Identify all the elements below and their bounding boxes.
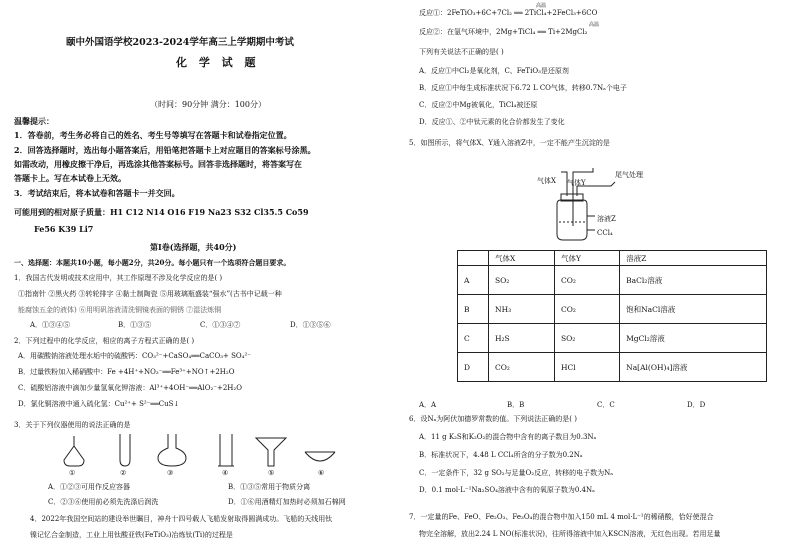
reaction-2-condition: 高温 [589, 22, 600, 28]
q5-option-d: D．D [687, 401, 706, 409]
table-cell: MgCl₂溶液 [620, 324, 767, 353]
atomic-mass-line-2: Fe56 K39 Li7 [34, 224, 94, 234]
table-cell: BaCl₂溶液 [620, 266, 767, 295]
tip-line: 如需改动，用橡皮擦干净后，再选涂其他答案标号。回答非选择题时，将答案写在 [14, 159, 302, 169]
q1-option-d: D．①③⑤⑥ [290, 321, 331, 329]
q6-option-a: A．11 g K₂S和K₂O₂的混合物中含有的离子数目为0.3Nₐ [419, 433, 597, 441]
q2-stem: 2．下列过程中的化学反应，相应的离子方程式正确的是( ) [14, 337, 195, 345]
q1-line: 能腐蚀五金的液体) ⑥用明矾溶液清洗铜镜表面的铜锈 ⑦湿法炼铜 [18, 306, 222, 314]
funnel-icon [256, 438, 286, 466]
figure-label: ② [120, 469, 127, 477]
subject-title: 化 学 试 题 [176, 56, 260, 69]
table-row [458, 266, 767, 295]
solution-z-label: 溶液Z [597, 215, 616, 223]
table-cell: CO₂ [554, 295, 619, 324]
gas-y-label: 气体Y [567, 179, 586, 187]
q7-stem: 7．一定量的Fe、FeO、Fe₂O₃、Fe₃O₄的混合物中加入150 mL 4 mol·L⁻¹的稀硝酸，恰好使混合 [409, 513, 714, 521]
table-header-cell: 气体Y [554, 251, 619, 266]
q2-option-c: C．硫酸铝溶液中滴加少量氢氧化钾溶液：Al³⁺+4OH⁻══AlO₂⁻+2H₂O [18, 384, 242, 392]
lab-instruments-figure [60, 432, 340, 470]
table-cell: CO₂ [489, 353, 555, 382]
tip-line: 答题卡上。写在本试卷上无效。 [14, 173, 126, 183]
q4-line: 镍记忆合金制造，工业上用钛酸亚铁(FeTiO₃)冶炼钛(Ti)的过程是 [30, 531, 233, 539]
right-column [397, 0, 794, 560]
q4-option-c: C．反应②中Mg被氧化，TiCl₄被还原 [419, 101, 538, 109]
q4-ask: 下列有关说法不正确的是( ) [419, 48, 504, 56]
q1-option-a: A．①③④⑤ [30, 321, 71, 329]
volumetric-flask-icon [158, 434, 186, 466]
table-cell: B [458, 295, 489, 324]
q4-stem: 4．2022年我国空间站的建设举世瞩目，神舟十四号载人飞船发射取得圆满成功。飞船的天线用钛 [30, 515, 333, 523]
time-score: （时间：90分钟 满分：100分） [150, 100, 266, 109]
tip-line: 2．回答选择题时，选出每小题答案后，用铅笔把答题卡上对应题目的答案标号涂黑。 [14, 145, 316, 155]
q5-option-c: C．C [597, 401, 615, 409]
q1-option-c: C．①③④⑦ [200, 321, 241, 329]
q4-option-b: B．反应①中每生成标准状况下6.72 L CO气体，转移0.7Nₐ个电子 [419, 84, 627, 92]
reaction-1: 反应①：2FeTiO₃+6C+7Cl₂ ══ 2TiCl₄+2FeCl₃+6CO [419, 9, 598, 17]
q6-option-c: C．一定条件下，32 g SO₂与足量O₂反应，转移的电子数为Nₐ [419, 469, 613, 477]
table-cell: D [458, 353, 489, 382]
table-cell: SO₂ [554, 324, 619, 353]
q1-option-b: B．①③⑤ [118, 321, 152, 329]
q1-line: ①指南针 ②黑火药 ③转轮排字 ④黏土制陶瓷 ⑤用玻璃瓶盛装“强水”(古书中记载一种 [18, 290, 282, 298]
q3-stem: 3．关于下列仪器使用的说法正确的是 [14, 421, 131, 429]
tip-line: 1．答卷前，考生务必将自己的姓名、考生号等填写在答题卡和试卷指定位置。 [14, 130, 292, 140]
exam-title: 颐中外国语学校2023-2024学年高三上学期期中考试 [66, 37, 294, 48]
ccl4-label: CCl₄ [597, 229, 613, 237]
q5-option-a: A．A [419, 401, 437, 409]
test-tube-icon [120, 434, 130, 466]
table-cell: SO₂ [489, 266, 555, 295]
table-cell: H₂S [489, 324, 555, 353]
tips-title: 温馨提示： [14, 116, 54, 126]
graduated-cylinder-icon [218, 434, 234, 466]
section-heading: 一、选择题：本题共10小题，每小题2分，共20分。每小题只有一个选项符合题目要求。 [14, 258, 291, 267]
figure-label: ① [69, 469, 76, 477]
q2-option-a: A．用碳酸钠溶液处理水垢中的硫酸钙：CO₃²⁻+CaSO₄══CaCO₃+ SO₄²⁻ [18, 352, 251, 360]
q4-option-d: D．反应①、②中钛元素的化合价都发生了变化 [419, 118, 565, 126]
table-cell: 饱和NaCl溶液 [620, 295, 767, 324]
table-cell: C [458, 324, 489, 353]
gas-x-label: 气体X [537, 177, 556, 185]
table-cell: CO₂ [554, 266, 619, 295]
figure-label: ⑥ [318, 469, 325, 477]
table-cell: Na[Al(OH)₄]溶液 [620, 353, 767, 382]
q6-option-d: D．0.1 mol·L⁻¹Na₂SO₄溶液中含有的氧原子数为0.4Nₐ [419, 486, 595, 494]
q5-option-b: B．B [507, 401, 525, 409]
tip-line: 3．考试结束后，将本试卷和答题卡一并交回。 [14, 188, 180, 198]
q5-stem: 5．如图所示，将气体X、Y通入溶液Z中，一定不能产生沉淀的是 [409, 139, 610, 147]
figure-label: ③ [167, 469, 174, 477]
table-header-cell: 气体X [489, 251, 555, 266]
flask-icon [64, 436, 84, 466]
q3-option-b: B．①③⑤常用于物质分离 [228, 483, 311, 491]
reaction-1-condition: 高温 [536, 3, 547, 9]
tail-gas-label: 尾气处理 [615, 171, 643, 179]
table-cell: HCl [554, 353, 619, 382]
q3-option-c: C．②③⑥使用前必须先洗涤后润洗 [48, 498, 159, 506]
q1-stem: 1．我国古代发明或技术应用中，其工作原理不涉及化学反应的是( ) [14, 274, 223, 282]
q6-stem: 6．设Nₐ为阿伏加德罗常数的值。下列说法正确的是( ) [409, 415, 577, 423]
table-cell: NH₃ [489, 295, 555, 324]
reaction-2: 反应②：在氩气环境中，2Mg+TiCl₄ ══ Ti+2MgCl₂ [419, 28, 588, 36]
table-row [458, 353, 767, 382]
q7-line: 物完全溶解，放出2.24 L NO(标准状况)，往所得溶液中加入KSCN溶液，无红色出现。若用足量 [419, 530, 721, 538]
q2-option-b: B．过量铁粉加入稀硝酸中：Fe +4H⁺+NO₃⁻══Fe³⁺+NO↑+2H₂O [18, 368, 235, 376]
q6-option-b: B．标准状况下，4.48 L CCl₄所含的分子数为0.2Nₐ [419, 451, 583, 459]
q4-option-a: A．反应①中Cl₂是氧化剂，C、FeTiO₃是还原剂 [419, 67, 569, 75]
q2-option-d: D．氯化铜溶液中通入硫化氢：Cu²⁺+ S²⁻══CuS↓ [18, 400, 180, 408]
table-cell: A [458, 266, 489, 295]
table-header-row [458, 251, 767, 266]
gas-table [457, 250, 767, 382]
table-header-cell: 溶液Z [620, 251, 767, 266]
table-header-cell [458, 251, 489, 266]
q3-option-d: D．①⑥用酒精灯加热时必须加石棉网 [228, 498, 346, 506]
table-row [458, 295, 767, 324]
figure-label: ④ [222, 469, 229, 477]
evaporating-dish-icon [305, 452, 335, 461]
atomic-mass-line: 可能用到的相对原子质量：H1 C12 N14 O16 F19 Na23 S32 Cl35.5 Co59 [14, 207, 309, 217]
figure-label: ⑤ [268, 469, 275, 477]
table-row [458, 324, 767, 353]
part-heading: 第Ⅰ卷(选择题，共40分) [150, 242, 237, 252]
q3-option-a: A．①②③可用作反应容器 [48, 483, 131, 491]
